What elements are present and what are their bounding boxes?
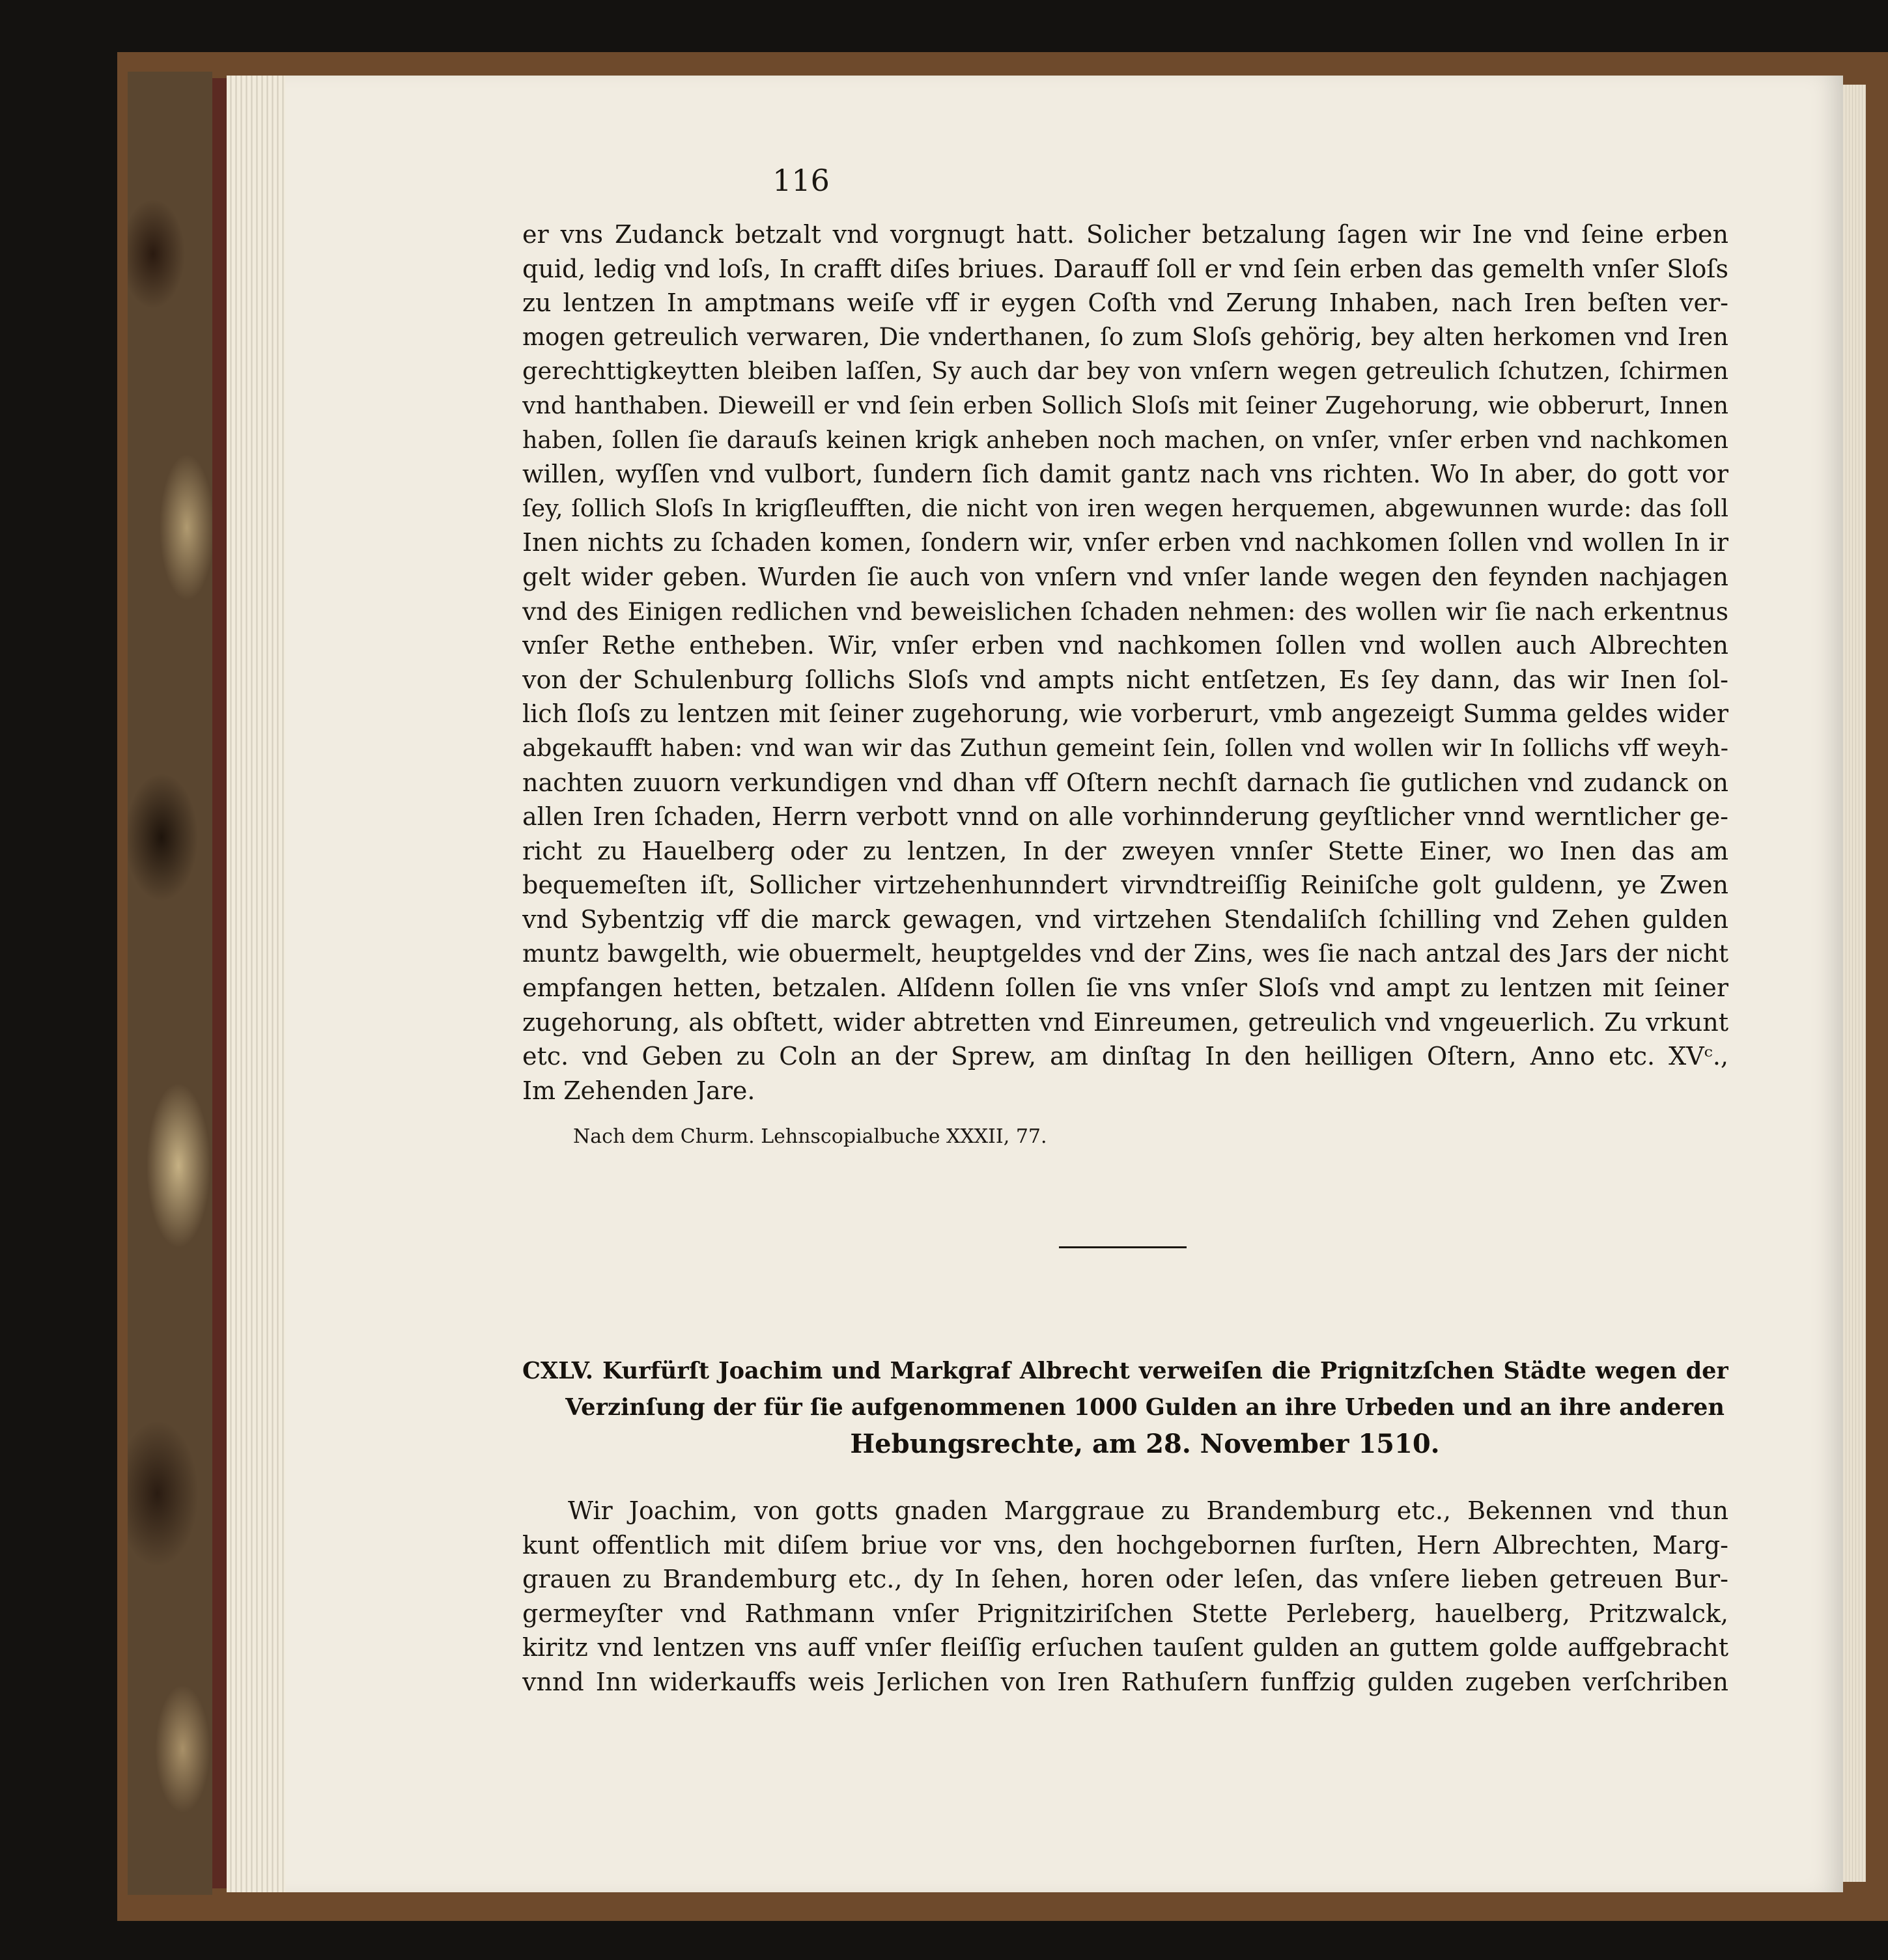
text-line: lich ſloſs zu lentzen mit ſeiner zugehorung, wie vorberurt, vmb angezeigt Summa geldes wider (522, 699, 1728, 729)
text-line: willen, wyſſen vnd vulbort, ſundern ſich damit gantz nach vns richten. Wo In aber, do gott vor (522, 460, 1728, 489)
section-divider (1059, 1246, 1187, 1248)
text-line: er vns Zudanck betzalt vnd vorgnugt hatt. Solicher betzalung ſagen wir Ine vnd ſeine erben (522, 220, 1728, 249)
text-line: ſey, ſollich Sloſs In krigſleufften, die nicht von iren wegen herquemen, abgewunnen wurde: das ſoll (522, 494, 1728, 522)
source-note: Nach dem Churm. Lehnscopialbuche XXXII, 77. (573, 1125, 1047, 1148)
text-line: vnd Sybentzig vff die marck gewagen, vnd virtzehen Stendaliſch ſchilling vnd Zehen gulden (522, 904, 1728, 934)
section-heading (522, 1353, 1728, 1463)
text-line: nachten zuuorn verkundigen vnd dhan vff Oſtern nechſt darnach ſie gutlichen vnd zudanck on (522, 768, 1728, 797)
text-line: mogen getreulich verwaren, Die vnderthanen, ſo zum Sloſs gehörig, bey alten herkomen vnd Iren (522, 322, 1728, 351)
text-line: bequemeſten iſt, Sollicher virtzehenhunndert virvndtreiſſig Reiniſche golt guldenn, ye Zwen (522, 871, 1728, 900)
text-line: Inen nichts zu ſchaden komen, ſondern wir, vnſer erben vnd nachkomen ſollen vnd wollen In ir (522, 528, 1728, 557)
text-line: richt zu Hauelberg oder zu lentzen, In der zweyen vnnſer Stette Einer, wo Inen das am (522, 836, 1728, 865)
text-line: zugehorung, als obſtett, wider abtretten vnd Einreumen, getreulich vnd vngeuerlich. Zu vrkunt (522, 1007, 1728, 1037)
text-line: kiritz vnd lentzen vns auff vnſer fleiſſig erſuchen tauſent gulden an guttem golde auffgebracht (522, 1633, 1728, 1662)
text-line: allen Iren ſchaden, Herrn verbott vnnd on alle vorhinnderung geyſtlicher vnnd werntlicher ge- (522, 802, 1728, 832)
text-line: vnnd Inn widerkauffs weis Jerlichen von Iren Rathuſern funffzig gulden zugeben verſchriben (522, 1667, 1728, 1696)
page-edges-left (227, 76, 285, 1892)
text-line: muntz bawgelth, wie obuermelt, heuptgeldes vnd der Zins, wes ſie nach antzal des Jars der nicht (522, 939, 1728, 968)
text-line: gelt wider geben. Wurden ſie auch von vnſern vnd vnſer lande wegen den feynden nachjagen (522, 562, 1728, 591)
text-line: Wir Joachim, von gotts gnaden Marggraue zu Brandemburg etc., Bekennen vnd thun (568, 1496, 1728, 1525)
heading-line: CXLV. Kurfürſt Joachim und Markgraf Albrecht verweiſen die Prignitzſchen Städte wegen der (522, 1358, 1728, 1384)
page-number: 116 (772, 163, 830, 198)
text-line: haben, ſollen ſie darauſs keinen krigk anheben noch machen, on vnſer, vnſer erben vnd nachkomen (522, 425, 1728, 454)
text-line: gerechttigkeytten bleiben laſſen, Sy auch dar bey von vnſern wegen getreulich ſchutzen, ſchirmen (522, 357, 1728, 385)
text-line: Im Zehenden Jare. (522, 1076, 755, 1105)
text-line: etc. vnd Geben zu Coln an der Sprew, am dinſtag In den heilligen Oſtern, Anno etc. XVᶜ., (522, 1042, 1728, 1071)
text-line: kunt offentlich mit diſem briue vor vns, den hochgebornen furſten, Hern Albrechten, Marg- (522, 1530, 1728, 1560)
page-edges-right (1840, 85, 1866, 1882)
text-line: vnd des Einigen redlichen vnd beweislichen ſchaden nehmen: des wollen wir ſie nach erkentnus (522, 596, 1728, 626)
body-text-2 (522, 1494, 1728, 1700)
text-line: quid, ledig vnd loſs, In crafft diſes briues. Darauff ſoll er vnd ſein erben das gemelth vnſer Sloſs (522, 254, 1728, 283)
text-line: zu lentzen In amptmans weiſe vff ir eygen Coſth vnd Zerung Inhaben, nach Iren beſten ver- (522, 288, 1728, 318)
text-line: grauen zu Brandemburg etc., dy In ſehen, horen oder leſen, das vnſere lieben getreuen Bur- (522, 1565, 1728, 1594)
text-line: germeyſter vnd Rathmann vnſer Prignitziriſchen Stette Perleberg, hauelberg, Pritzwalck, (522, 1599, 1728, 1628)
body-text (522, 217, 1728, 1108)
text-line: empfangen hetten, betzalen. Alſdenn ſollen ſie vns vnſer Sloſs vnd ampt zu lentzen mit ſeiner (522, 973, 1728, 1003)
binding-strip (212, 78, 227, 1888)
text-line: vnſer Rethe entheben. Wir, vnſer erben vnd nachkomen ſollen vnd wollen auch Albrechten (522, 631, 1728, 660)
text-line: vnd hanthaben. Dieweill er vnd ſein erben Sollich Sloſs mit ſeiner Zugehorung, wie obberurt, Innen (522, 391, 1728, 419)
text-line: abgekaufft haben: vnd wan wir das Zuthun gemeint ſein, ſollen vnd wollen wir In ſollichs vff weyh- (522, 733, 1728, 762)
marbled-board (128, 72, 212, 1895)
text-line: von der Schulenburg ſollichs Sloſs vnd ampts nicht entſetzen, Es ſey dann, das wir Inen ſol- (522, 665, 1728, 694)
heading-line: Verzinſung der für ſie aufgenommenen 1000 Gulden an ihre Urbeden und an ihre anderen (565, 1394, 1725, 1421)
heading-line: Hebungsrechte, am 28. November 1510. (850, 1429, 1440, 1459)
